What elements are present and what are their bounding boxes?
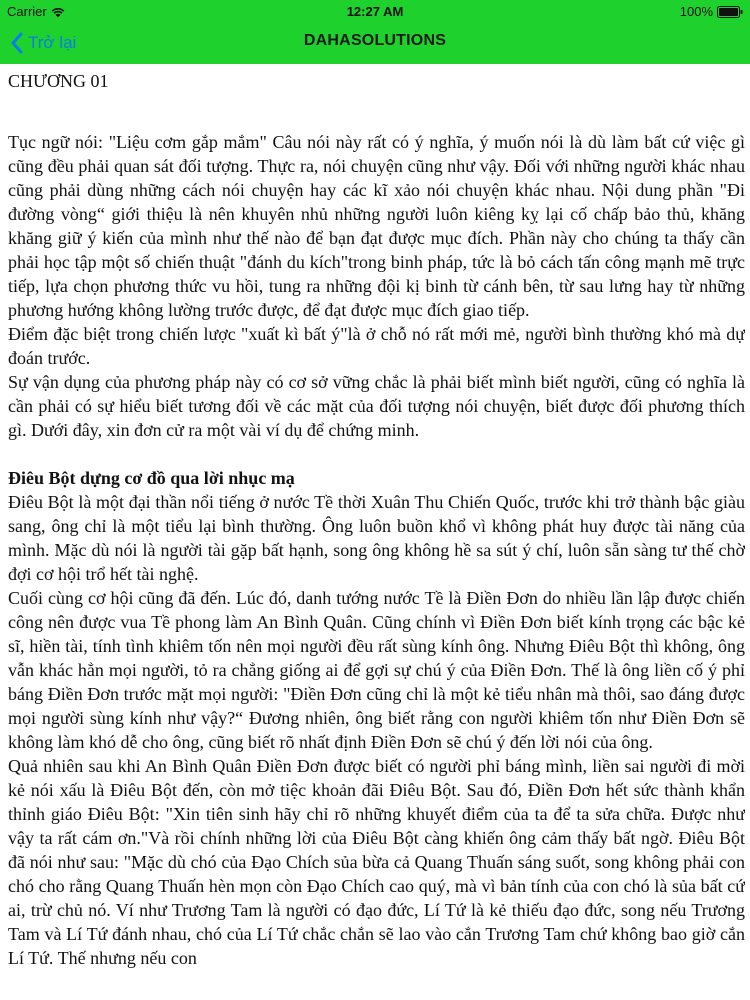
section-heading: Điêu Bột dựng cơ đồ qua lời nhục mạ bbox=[8, 468, 295, 488]
carrier-label: Carrier bbox=[7, 4, 47, 19]
paragraph: Điểm đặc biệt trong chiến lược "xuất kì bất ý"là ở chỗ nó rất mới mẻ, người bình thường khó mà dự đoán trước. bbox=[8, 324, 745, 368]
paragraph: Sự vận dụng của phương pháp này có cơ sở vững chắc là phải biết mình biết người, cũng có nghĩa là cần phải có sự hiểu biết tương đối về các mặt của đối tượng nói chuyện, biết được đối phương thích gì. Dưới đây, xin đơn cử ra một vài ví dụ để chứng minh. bbox=[8, 372, 745, 440]
paragraph: Tục ngữ nói: "Liệu cơm gắp mắm" Câu nói này rất có ý nghĩa, ý muốn nói là dù làm bất cứ việc gì cũng đều phải quan sát đối tượng. Thực ra, nói chuyện cũng như vậy. Đối với những người khác nhau cũng phải dùng những cách nói chuyện hay các kĩ xảo nói chuyện khác nhau. Nội dung phần "Đi đường vòng“ giới thiệu là nên khuyên nhủ những người luôn kiêng kỵ lại cố chấp bảo thủ, khăng khăng giữ ý kiến của mình như thế nào để bạn đạt được mục đích. Phần này cho chúng ta thấy cần phải học tập một số chiến thuật "đánh du kích"trong binh pháp, tức là bỏ cách tấn công mạnh mẽ trực tiếp, lựa chọn phương thức vu hồi, tung ra những đội kị binh từ cánh bên, từ sau lưng hay từ những phương hướng không lường trước được, để đạt được mục đích giao tiếp. bbox=[8, 132, 745, 320]
status-time: 12:27 AM bbox=[346, 4, 404, 19]
battery-group bbox=[680, 4, 743, 19]
paragraph: Quả nhiên sau khi An Bình Quân Điền Đơn được biết có người phỉ báng mình, liền sai người đi mời kẻ nói xấu là Điêu Bột đến, còn mở tiệc khoản đãi Điêu Bột. Sau đó, Điền Đơn hết sức thành khẩn thỉnh giáo Điêu Bột: "Xin tiên sinh hãy chỉ rõ những khuyết điểm của ta để ta sửa chữa. Được như vậy ta rất cám ơn."Và rồi chính những lời của Điêu Bột càng khiến ông cảm thấy bất ngờ. Điêu Bột đã nói như sau: "Mặc dù chó của Đạo Chích sủa bừa cả Quang Thuấn sáng suốt, song không phải con chó cho rằng Quang Thuấn hèn mọn còn Đạo Chích cao quý, mà vì bản tính của con chó là sủa bất cứ ai, trừ chủ nó. Ví như Trương Tam là người có đạo đức, Lí Tứ là kẻ thiếu đạo đức, song nếu Trương Tam và Lí Tứ đánh nhau, chó của Lí Tứ chắc chắn sẽ lao vào cắn Trương Tam chứ không bao giờ cắn Lí Tứ. Thế nhưng nếu con bbox=[8, 756, 745, 968]
chapter-title: CHƯƠNG 01 bbox=[8, 71, 109, 91]
paragraph: Cuối cùng cơ hội cũng đã đến. Lúc đó, danh tướng nước Tề là Điền Đơn do nhiều lần lập được chiến công nên được vua Tề phong làm An Bình Quân. Cũng chính vì Điền Đơn biết kính trọng các bậc kẻ sĩ, hiền tài, tính tình khiêm tốn nên mọi người đều rất sùng kính ông. Nhưng Điêu Bột thì không, ông vẫn khác hẳn mọi người, tỏ ra chẳng giống ai để gợi sự chú ý của Điền Đơn. Thế là ông liền cố ý phỉ báng Điền Đơn trước mặt mọi người: "Điền Đơn cũng chỉ là một kẻ tiểu nhân mà thôi, sao đáng được mọi người sùng kính như vậy?“ Đương nhiên, ông biết rằng con người khiêm tốn như Điền Đơn sẽ không làm khó dễ cho ông, cũng biết rõ nhất định Điền Đơn sẽ chú ý đến lời nói của ông. bbox=[8, 588, 745, 752]
battery-percent: 100% bbox=[679, 4, 713, 19]
reader-content[interactable] bbox=[8, 64, 745, 1000]
status-bar bbox=[0, 0, 750, 22]
nav-title: DAHASOLUTIONS bbox=[303, 32, 447, 49]
battery-icon bbox=[717, 6, 743, 18]
app-header bbox=[0, 0, 750, 64]
navigation-bar bbox=[0, 22, 750, 64]
paragraph: Điêu Bột là một đại thần nổi tiếng ở nước Tề thời Xuân Thu Chiến Quốc, trước khi trở thành bậc giàu sang, ông chỉ là một tiểu lại bình thường. Ông luôn buồn khổ vì không phát huy được tài năng của mình. Mặc dù nói là người tài gặp bất hạnh, song ông không hề sa sút ý chí, luôn sẵn sàng tư thế chờ đợi cơ hội trổ hết tài nghệ. bbox=[8, 492, 745, 584]
article-body bbox=[8, 130, 745, 970]
back-button-label: Trở lại bbox=[28, 33, 77, 52]
